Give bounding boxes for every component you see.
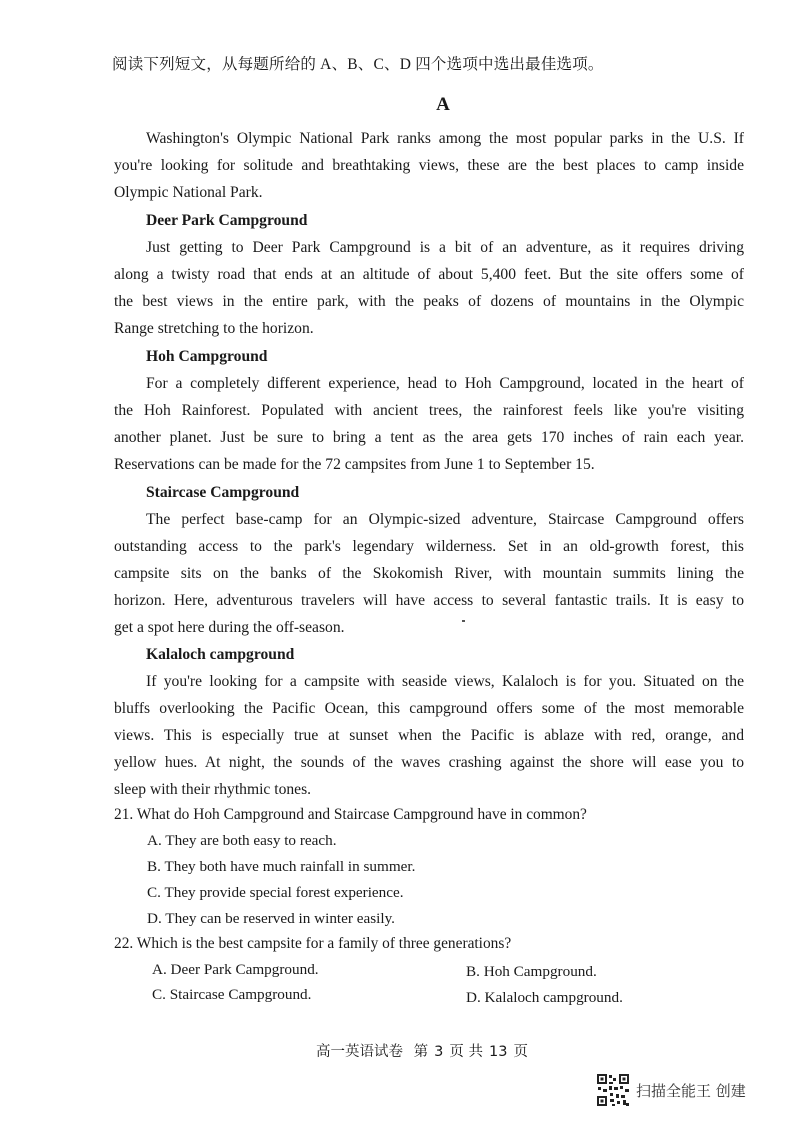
- question-21-option-b: B. They both have much rainfall in summer.: [147, 858, 416, 875]
- footer-total-pages: 13: [489, 1044, 508, 1060]
- campground-heading-deer-park: Deer Park Campground: [146, 212, 308, 229]
- footer-title: 高一英语试卷: [316, 1044, 404, 1060]
- question-21-stem: 21. What do Hoh Campground and Staircase Campground have in common?: [114, 806, 587, 823]
- question-21-option-c: C. They provide special forest experience.: [147, 884, 404, 901]
- qr-code-icon: [596, 1073, 630, 1107]
- page-footer: [0, 1040, 794, 1061]
- footer-page-mid: 页 共: [449, 1044, 483, 1060]
- paragraph-line: yellow hues. At night, the sounds of the waves crashing against the shore will ease you to: [114, 754, 744, 771]
- paragraph-line: campsite sits on the banks of the Skokomish River, with mountain summits lining the: [114, 565, 744, 582]
- paragraph-line: horizon. Here, adventurous travelers will have access to several fantastic trails. It is easy to: [114, 592, 744, 609]
- footer-page-number: 3: [434, 1044, 444, 1060]
- paragraph-line: Range stretching to the horizon.: [114, 320, 314, 337]
- campground-heading-staircase: Staircase Campground: [146, 484, 300, 501]
- campground-heading-hoh: Hoh Campground: [146, 348, 268, 365]
- paragraph-line: The perfect base-camp for an Olympic-sized adventure, Staircase Campground offers: [146, 511, 744, 528]
- question-22-option-b: B. Hoh Campground.: [466, 963, 597, 980]
- intro-line: Washington's Olympic National Park ranks among the most popular parks in the U.S. If: [146, 130, 744, 147]
- paragraph-line: the Hoh Rainforest. Populated with ancient trees, the rainforest feels like you're visiting: [114, 402, 744, 419]
- paragraph-line: along a twisty road that ends at an altitude of about 5,400 feet. But the site offers some of: [114, 266, 744, 283]
- paragraph-line: Reservations can be made for the 72 campsites from June 1 to September 15.: [114, 456, 595, 473]
- paragraph-line: views. This is especially true at sunset when the Pacific is ablaze with red, orange, and: [114, 727, 744, 744]
- paragraph-line: sleep with their rhythmic tones.: [114, 781, 312, 798]
- scan-speck: [462, 620, 465, 622]
- paragraph-line: For a completely different experience, head to Hoh Campground, located in the heart of: [146, 375, 744, 392]
- paragraph-line: outstanding access to the park's legendary wilderness. Set in an old-growth forest, this: [114, 538, 744, 555]
- section-heading: A: [436, 94, 450, 115]
- footer-page-suffix: 页: [513, 1044, 528, 1060]
- paragraph-line: Just getting to Deer Park Campground is a bit of an adventure, as it requires driving: [146, 239, 744, 256]
- paragraph-line: bluffs overlooking the Pacific Ocean, this campground offers some of the most memorable: [114, 700, 744, 717]
- question-22-option-c: C. Staircase Campground.: [152, 986, 312, 1003]
- paragraph-line: get a spot here during the off-season.: [114, 619, 345, 636]
- scanner-watermark: [596, 1073, 746, 1107]
- question-22-stem: 22. Which is the best campsite for a family of three generations?: [114, 935, 512, 952]
- paragraph-line: If you're looking for a campsite with seaside views, Kalaloch is for you. Situated on the: [146, 673, 744, 690]
- footer-page-prefix: 第: [413, 1044, 429, 1060]
- campground-heading-kalaloch: Kalaloch campground: [146, 646, 295, 663]
- question-21-option-a: A. They are both easy to reach.: [147, 832, 337, 849]
- instruction-text: 阅读下列短文，从每题所给的 A、B、C、D 四个选项中选出最佳选项。: [112, 56, 604, 73]
- intro-line: Olympic National Park.: [114, 184, 263, 201]
- question-22-option-a: A. Deer Park Campground.: [152, 961, 319, 978]
- paragraph-line: another planet. Just be sure to bring a tent as the area gets 170 inches of rain each year.: [114, 429, 744, 446]
- question-21-option-d: D. They can be reserved in winter easily.: [147, 910, 395, 927]
- intro-line: you're looking for solitude and breathtaking views, these are the best places to camp inside: [114, 157, 744, 174]
- question-22-option-d: D. Kalaloch campground.: [466, 989, 623, 1006]
- watermark-text: 扫描全能王 创建: [636, 1081, 746, 1100]
- paragraph-line: the best views in the entire park, with the peaks of dozens of mountains in the Olympic: [114, 293, 744, 310]
